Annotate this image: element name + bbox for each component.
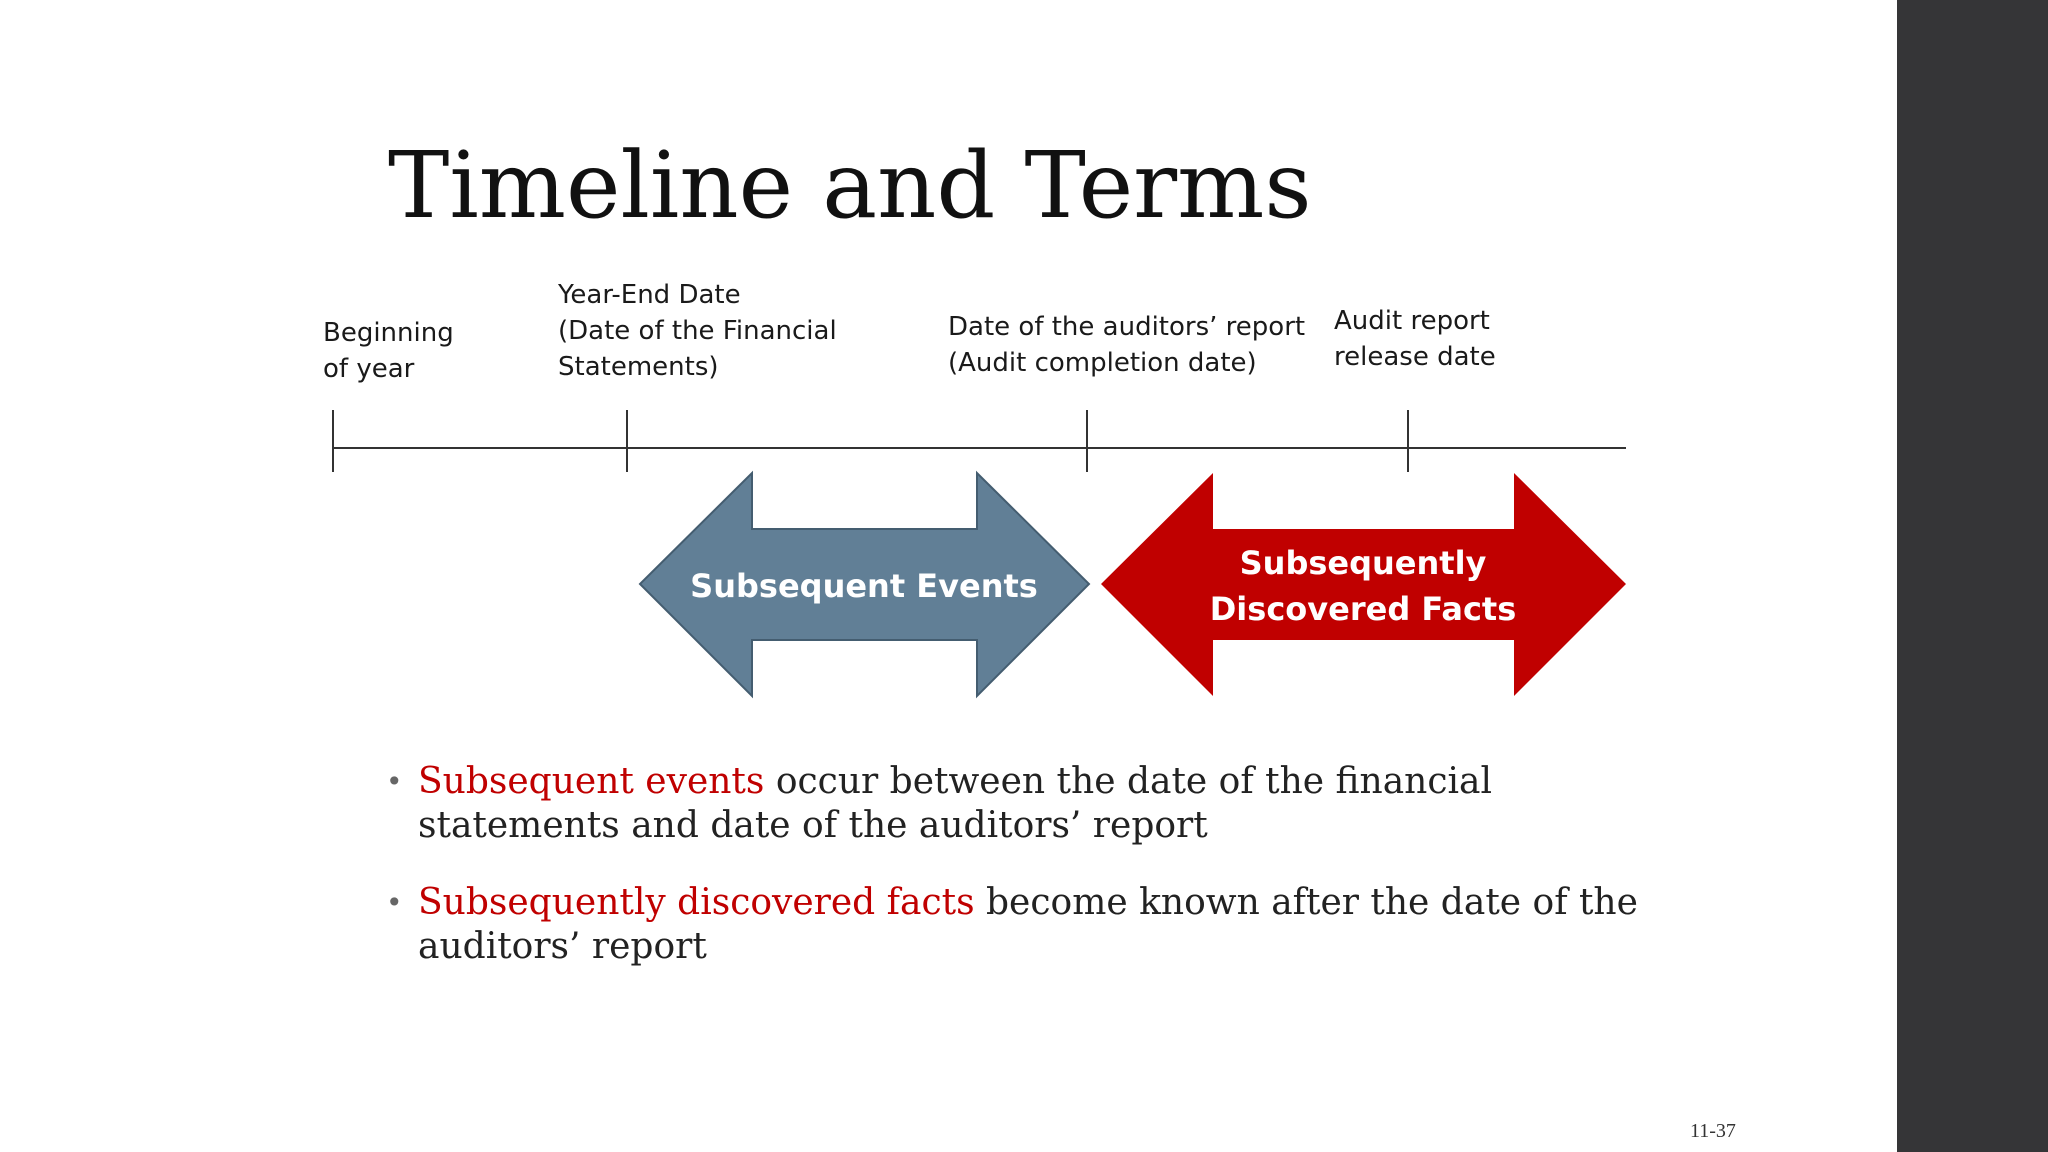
bullet-icon: • [386, 886, 403, 919]
term-subsequently-discovered-facts: Subsequently discovered facts [418, 882, 975, 923]
definition-subsequent-events [380, 760, 1660, 848]
subsequently-discovered-facts-label-line2: Discovered Facts [1209, 590, 1517, 628]
subsequent-events-arrow [640, 473, 1089, 696]
definition-text: occur between the date of the financial statements and date of the auditors’ report [418, 761, 1493, 846]
subsequently-discovered-facts-arrow [1101, 473, 1626, 696]
label-release-date: Audit report release date [1334, 306, 1496, 372]
subsequent-events-label: Subsequent Events [690, 567, 1038, 605]
term-subsequent-events: Subsequent events [418, 761, 765, 802]
definition-text: become known after the date of the auditors’ report [418, 882, 1638, 967]
subsequently-discovered-facts-label-line1: Subsequently [1239, 544, 1487, 582]
label-beginning-of-year: Beginning of year [323, 318, 454, 384]
bullet-icon: • [386, 765, 403, 798]
slide-title: Timeline and Terms [388, 132, 1312, 239]
slide-number: 11-37 [1690, 1120, 1736, 1142]
subsequently-discovered-facts-arrow-shape [1101, 473, 1626, 696]
definitions-list [380, 760, 1660, 1002]
label-year-end-date: Year-End Date (Date of the Financial Statements) [558, 280, 837, 382]
label-auditors-report-date: Date of the auditors’ report (Audit completion date) [948, 312, 1306, 378]
presentation-side-panel [1897, 0, 2048, 1152]
definition-subsequently-discovered-facts [380, 881, 1660, 969]
